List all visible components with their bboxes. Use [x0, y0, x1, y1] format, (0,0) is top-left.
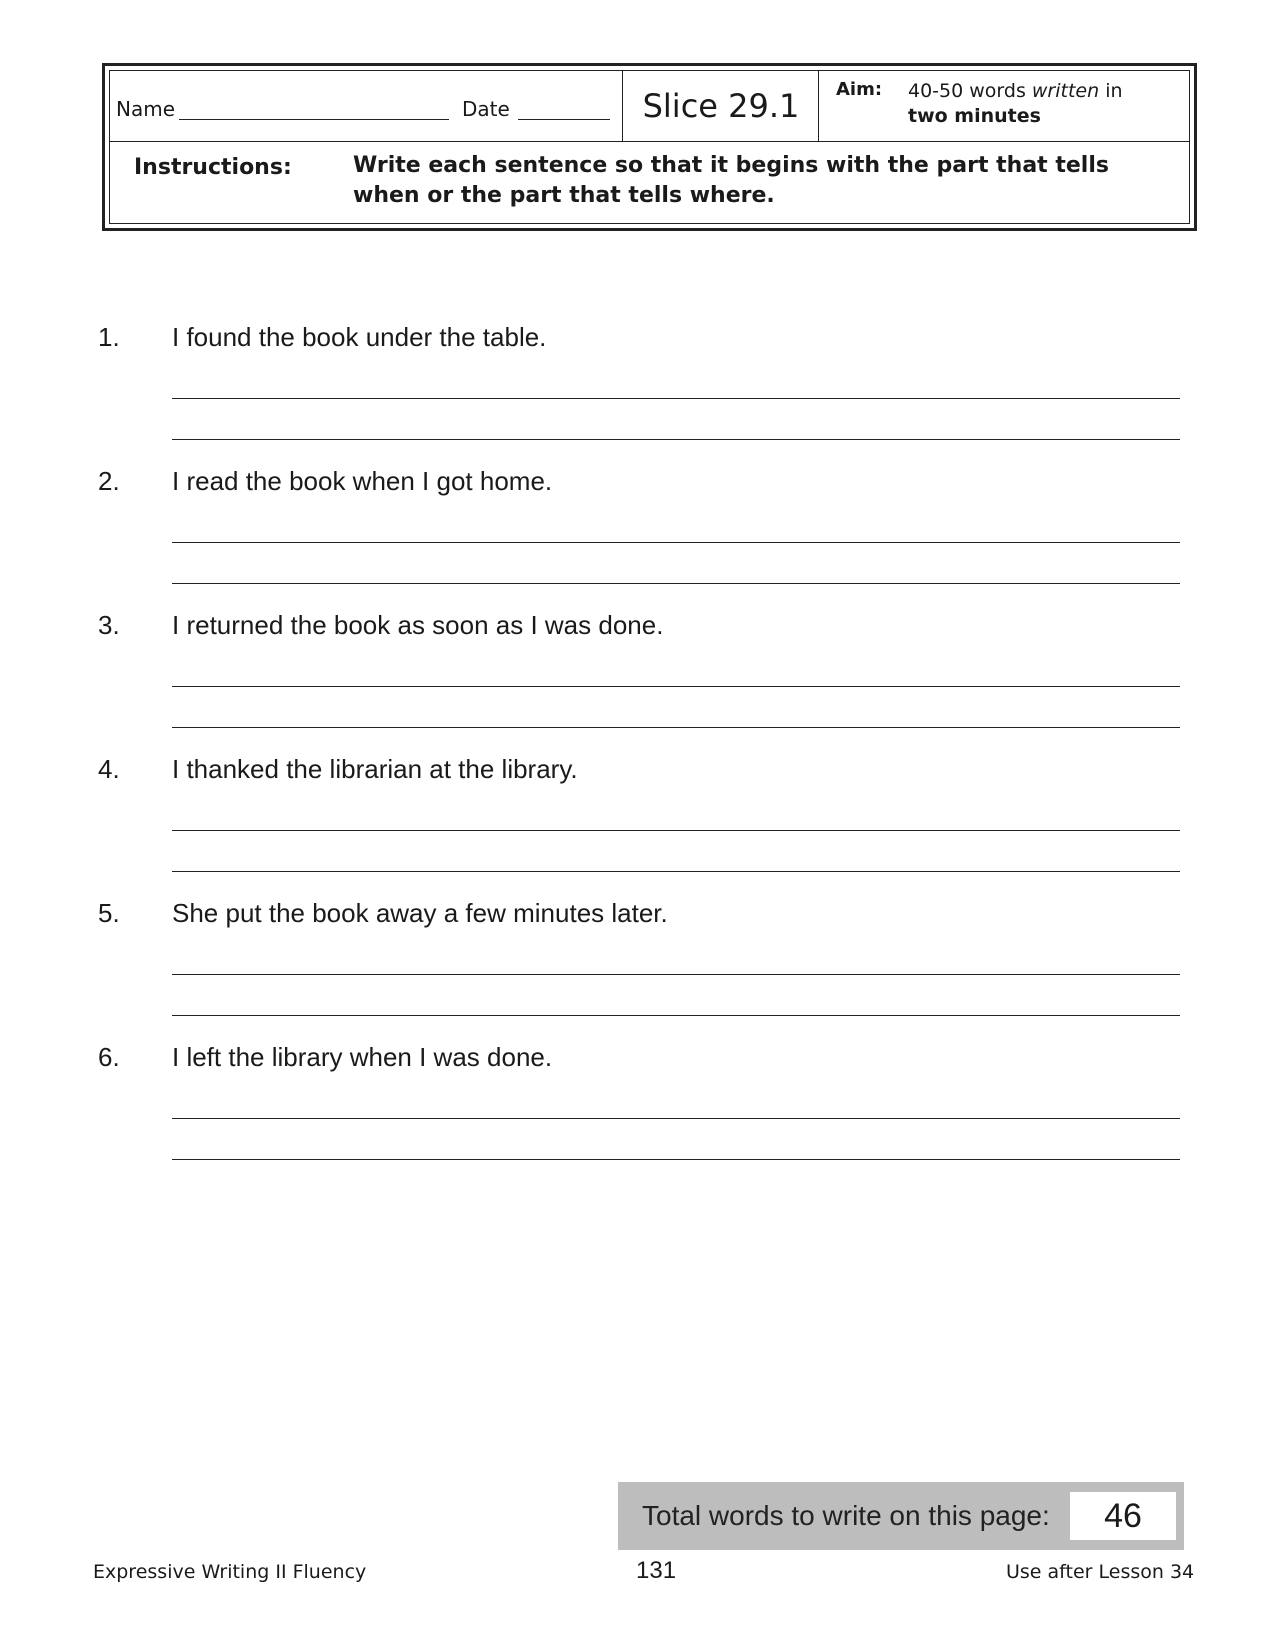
item-number: 4.: [98, 754, 120, 784]
date-label: Date: [462, 97, 510, 121]
footer-book-title: Expressive Writing II Fluency: [93, 1561, 367, 1583]
slice-title: Slice 29.1: [642, 87, 800, 125]
answer-line[interactable]: [172, 727, 1180, 728]
date-field[interactable]: [518, 119, 610, 120]
aim-line-2: two minutes: [908, 105, 1041, 127]
total-words-box: [618, 1482, 1184, 1550]
instructions-label: Instructions:: [134, 155, 292, 180]
answer-line[interactable]: [172, 1159, 1180, 1160]
item-number: 2.: [98, 466, 120, 496]
answer-line[interactable]: [172, 686, 1180, 687]
item-number: 3.: [98, 610, 120, 640]
answer-line[interactable]: [172, 1015, 1180, 1016]
answer-line[interactable]: [172, 583, 1180, 584]
answer-line[interactable]: [172, 974, 1180, 975]
total-words-label: Total words to write on this page:: [642, 1500, 1050, 1531]
item-sentence: She put the book away a few minutes later.: [172, 898, 668, 928]
answer-line[interactable]: [172, 871, 1180, 872]
name-date-cell: [110, 71, 623, 141]
instructions-text: Write each sentence so that it begins with the part that tells when or the part that tells where.: [353, 153, 1109, 208]
footer-page-number: 131: [636, 1557, 677, 1584]
header-top-row: [110, 71, 1189, 142]
header-box: [102, 63, 1197, 231]
total-words-value: 46: [1070, 1492, 1176, 1540]
name-label: Name: [116, 97, 176, 121]
footer-lesson: Use after Lesson 34: [1006, 1561, 1195, 1583]
answer-line[interactable]: [172, 398, 1180, 399]
item-number: 6.: [98, 1042, 120, 1072]
item-sentence: I read the book when I got home.: [172, 466, 553, 496]
answer-line[interactable]: [172, 439, 1180, 440]
exercise-item: [0, 1042, 1275, 1182]
exercise-item: [0, 754, 1275, 894]
item-sentence: I thanked the librarian at the library.: [172, 754, 578, 784]
name-field[interactable]: [179, 119, 449, 120]
item-number: 5.: [98, 898, 120, 928]
exercise-item: [0, 610, 1275, 750]
aim-prefix: 40-50 words: [908, 80, 1032, 102]
item-number: 1.: [98, 322, 120, 352]
exercise-item: [0, 466, 1275, 606]
item-sentence: I left the library when I was done.: [172, 1042, 553, 1072]
aim-suffix: in: [1099, 80, 1123, 102]
item-sentence: I found the book under the table.: [172, 322, 547, 352]
aim-label: Aim:: [836, 79, 883, 100]
aim-emphasis: written: [1031, 80, 1100, 102]
answer-line[interactable]: [172, 1118, 1180, 1119]
header-inner: [109, 70, 1190, 224]
answer-line[interactable]: [172, 542, 1180, 543]
exercise-item: [0, 322, 1275, 462]
slice-cell: [624, 71, 819, 141]
aim-text: [908, 79, 1123, 129]
item-sentence: I returned the book as soon as I was done.: [172, 610, 664, 640]
exercise-item: [0, 898, 1275, 1038]
answer-line[interactable]: [172, 830, 1180, 831]
aim-cell: [820, 71, 1189, 141]
